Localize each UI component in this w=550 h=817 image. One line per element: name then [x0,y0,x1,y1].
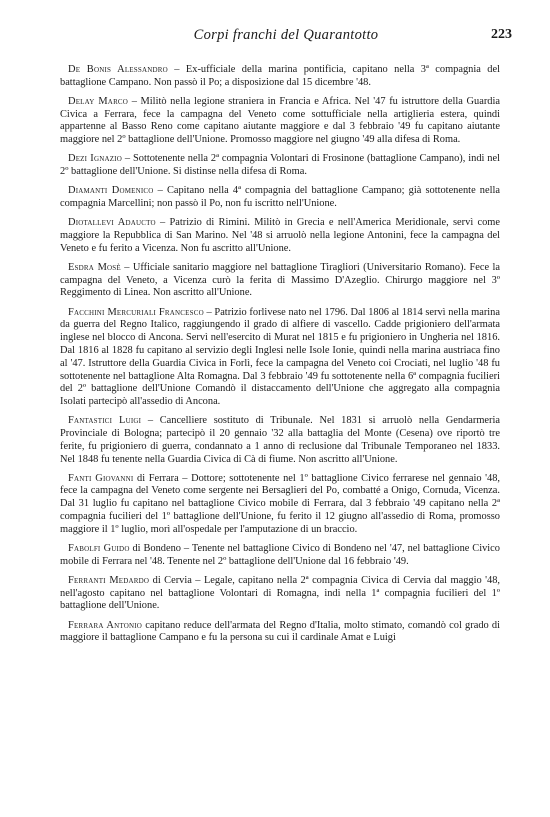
entry-ferranti [60,575,500,613]
entry-name: Ferrara Antonio [68,619,143,631]
entry-diotallevi [60,217,500,255]
entry-name: Dezi Ignazio [68,153,122,165]
entry-name: Esdra Mosè [68,261,121,273]
entry-text: – Militò nella legione straniera in Francia e Africa. Nel '47 fu istruttore della Guardia Civica a Ferrara, fece la campagna del Veneto come sottufficiale nella artiglieria estera, quindi appartenne al Basso Reno come capitano aiutante maggiore e dal 3 febbraio '49 fu capitano aiutante maggiore nel 2º battaglione dell'Unione. Promosso maggiore nel giugno '49 alla difesa di Roma. [60,95,500,146]
entry-text: – Sottotenente nella 2ª compagnia Volontari di Frosinone (battaglione Campano), indi nel 2º battaglione dell'Unione. Si distinse nella difesa di Roma. [60,153,500,178]
entry-name: Diamanti Domenico [68,185,154,197]
entry-fabolfi [60,543,500,569]
entry-fanti [60,473,500,537]
entry-text: di Cervia – Legale, capitano nella 2ª compagnia Civica di Cervia dal maggio '48, nell'agosto capitano nel battaglione Volontari di Romagna, indi nella 1ª compagnia fucilieri del 1º battaglione dell'Unione. [60,574,500,612]
entry-esdra [60,262,500,300]
entry-name: Delay Marco [68,95,129,107]
entries-list [60,64,500,651]
entry-name: De Bonis Alessandro [68,64,168,75]
entry-text: – Ufficiale sanitario maggiore nel battaglione Tiragliori (Universitario Romano). Fece la campagna del Veneto, a Vicenza curò la ferita di Massimo D'Azeglio. Chirurgo maggiore nel 3º Reggimento di Linea. Non ascritto all'Unione. [60,261,500,299]
entry-text: – Ex-ufficiale della marina pontificia, capitano nella 3ª compagnia del battaglione Campano. Non passò il Po; a disposizione dal 15 dicembre '48. [60,64,500,88]
entry-text: – Patrizio forlivese nato nel 1796. Dal 1806 al 1814 servì nella marina da guerra del Regno Italico, raggiungendo il grado di alfiere di vascello. Cadde prigioniero dell'armata inglese nel blocco di Ancona. Servì nell'esercito di Murat nel 1815 e fu prigioniero in Ungheria nel 1816. Dal 1816 al 1828 fu capitano al servizio degli Inglesi nelle Isole Ionie, quindi nella marina austriaca fino al '47. Istruttore della Guardia Civica in Forlì, fece la campagna del Veneto coi Crociati, nel luglio '48 fu sottotenente nel battaglione Alta Romagna. Dal 3 febbraio '49 fu sottotenente nella 6ª compagnia fucilieri del 2º battaglione dell'Unione Comandò il distaccamento dell'Unione che aggregato alla compagnia Isolati partecipò all'assedio di Ancona. [60,306,500,408]
entry-diamanti [60,185,500,211]
page-number: 223 [491,27,512,42]
entry-text: – Capitano nella 4ª compagnia del battaglione Campano; già sottotenente nella compagnia Marcellini; non passò il Po, non fu iscritto nell'Unione. [60,185,500,210]
entry-dezi [60,153,500,179]
entry-de-bonis [60,64,500,90]
entry-ferrara [60,620,500,646]
entry-delay [60,96,500,147]
entry-text: di Ferrara – Dottore; sottotenente nel 1º battaglione Civico ferrarese nel gennaio '48, fece la campagna del Veneto come sergente nei Bersaglieri del Po, combatté a Onigo, Cornuda, Vicenza. Dal 31 luglio fu capitano nel battaglione Civico mobile di Ferrara, dal 3 febbraio '49 capitano nella 2ª compagnia fucilieri del 1º battaglione dell'Unione, fu ferito il 12 giugno all'assedio di Roma, promosso maggiore il 1º luglio, morì all'ospedale per l'amputazione di un braccio. [60,472,501,535]
entry-facchini [60,307,500,409]
entry-fantastici [60,415,500,466]
entry-name: Fabolfi Guido [68,542,130,554]
entry-name: Ferranti Medardo [68,574,150,586]
entry-name: Fantastici Luigi [68,415,142,427]
entry-name: Facchini Mercuriali Francesco [68,306,204,318]
entry-text: capitano reduce dell'armata del Regno d'Italia, molto stimato, comandò col grado di maggiore il battaglione Campano e fu la persona su cui il cardinale Amat e Luigi [60,619,501,644]
entry-name: Fanti Giovanni [68,472,134,484]
entry-text: – Patrizio di Rimini. Militò in Grecia e nell'America Meridionale, servì come maggiore la Repubblica di San Marino. Nel '48 si arruolò nella legione Antonini, fece la campagna del Veneto e fu ferito a Vicenza. Non fu ascritto all'Unione. [60,217,500,254]
entry-text: di Bondeno – Tenente nel battaglione Civico di Bondeno nel '47, nel battaglione Civico mobile di Ferrara nel '48. Tenente nel 2º battaglione dell'Unione dal 16 febbraio '49. [60,542,500,567]
running-header [60,27,512,49]
running-title: Corpi franchi del Quarantotto [193,27,379,43]
entry-name: Diotallevi Adaucto [68,217,156,229]
entry-text: – Cancelliere sostituto di Tribunale. Nel 1831 si arruolò nella Gendarmeria Provinciale di Bologna; partecipò il 20 gennaio '32 alla battaglia del Monte (Cesena) ove riportò tre ferite, fu prigioniero di guerra, condannato a 1 anno di reclusione dal Tribunale Temporaneo nel 1833. Nel 1848 fu tenente nella Guardia Civica di Cà di fiume. Non ascritto all'Unione. [60,415,500,465]
